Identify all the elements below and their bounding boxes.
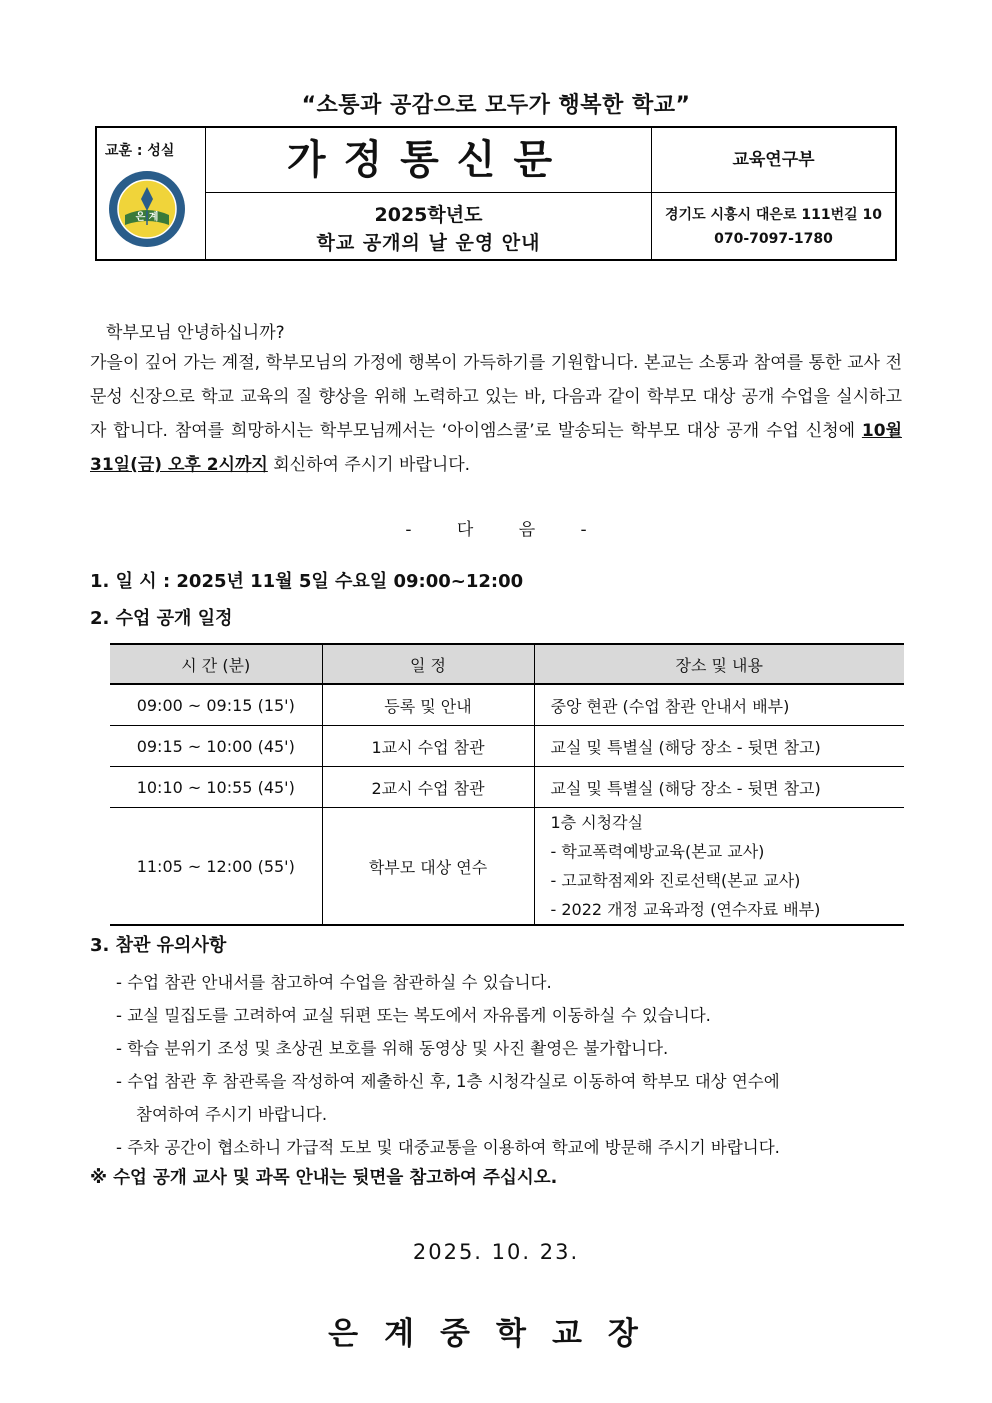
schedule-heading: 2. 수업 공개 일정 [90,608,233,629]
schedule-table [110,643,904,926]
event-datetime: 1. 일 시 : 2025년 11월 5일 수요일 09:00~12:00 [90,571,524,592]
school-motto-label: 교훈 : 성실 [105,143,175,159]
event-cell: 1교시 수업 참관 [322,726,534,767]
list-item: - 수업 참관 안내서를 참고하여 수업을 참관하실 수 있습니다. [116,973,552,992]
intro-text: 가을이 깊어 가는 계절, 학부모님의 가정에 행복이 가득하기를 기원합니다. 본교는 소통과 참여를 통한 교사 전문성 신장으로 학교 교육의 질 향상을 위해 노력하고 있는 바, 다음과 같이 학부모 대상 공개 수업을 실시하고자 합니다. 참여를 희망하시는 학부모님께서는 ‘아이엠스쿨’로 발송되는 학부모 대상 공개 수업 신청에 [90,353,902,441]
section-divider-label: - 다 음 - [405,520,587,540]
time-cell: 09:15 ~ 10:00 (45') [110,726,322,767]
time-cell: 09:00 ~ 09:15 (15') [110,684,322,726]
subtitle-topic: 학교 공개의 날 운영 안내 [316,232,541,254]
school-phone: 070-7097-1780 [714,231,833,247]
place-line: - 2022 개정 교육과정 (연수자료 배부) [550,900,821,919]
time-cell: 11:05 ~ 12:00 (55') [110,808,322,926]
list-item: - 수업 참관 후 참관록을 작성하여 제출하신 후, 1층 시청각실로 이동하여 학부모 대상 연수에 [116,1072,780,1091]
place-line: 1층 시청각실 [550,813,644,832]
school-address: 경기도 시흥시 대은로 111번길 10 [665,207,882,223]
intro-paragraph [90,346,902,482]
place-cell: 중앙 현관 (수업 참관 안내서 배부) [534,684,904,726]
place-line: - 학교폭력예방교육(본교 교사) [550,842,765,861]
notes-list [116,966,904,1164]
divider [205,192,895,193]
list-item: - 주차 공간이 협소하니 가급적 도보 및 대중교통을 이용하여 학교에 방문해 주시기 바랍니다. [116,1138,780,1157]
list-item: - 교실 밀집도를 고려하여 교실 뒤편 또는 복도에서 자유롭게 이동하실 수 있습니다. [116,1006,711,1025]
seal-text: 은 계 [135,212,159,223]
reference-note: ※ 수업 공개 교사 및 과목 안내는 뒷면을 참고하여 주십시오. [90,1168,558,1188]
column-header: 장소 및 내용 [534,644,904,684]
column-header: 시 간 (분) [110,644,322,684]
intro-text-end: 회신하여 주시기 바랍니다. [267,455,471,475]
place-cell: 교실 및 특별실 (해당 장소 - 뒷면 참고) [534,726,904,767]
notes-heading: 3. 참관 유의사항 [90,935,227,956]
subtitle-year: 2025학년도 [374,204,483,226]
newsletter-header [95,126,897,261]
table-header-row [110,644,904,684]
department-name: 교육연구부 [732,150,815,170]
list-item: - 학습 분위기 조성 및 초상권 보호를 위해 동영상 및 사진 촬영은 불가합니다. [116,1039,669,1058]
event-cell: 2교시 수업 참관 [322,767,534,808]
table-row [110,808,904,926]
school-motto-banner: “소통과 공감으로 모두가 행복한 학교” [301,93,691,118]
event-cell: 등록 및 안내 [322,684,534,726]
greeting: 학부모님 안녕하십니까? [106,323,285,343]
event-cell: 학부모 대상 연수 [322,808,534,926]
place-cell: 교실 및 특별실 (해당 장소 - 뒷면 참고) [534,767,904,808]
column-header: 일 정 [322,644,534,684]
reply-deadline: 10월 31일(금) 오후 2시까지 [90,421,902,475]
school-seal-icon [107,169,187,249]
principal-signature: 은계중학교장 [328,1316,664,1352]
issue-date: 2025. 10. 23. [412,1240,580,1264]
table-row [110,684,904,726]
table-row [110,767,904,808]
time-cell: 10:10 ~ 10:55 (45') [110,767,322,808]
place-line: - 고교학점제와 진로선택(본교 교사) [550,871,801,890]
place-cell [534,808,904,926]
newsletter-title: 가정통신문 [286,137,571,183]
list-item-continuation: 참여하여 주시기 바랍니다. [136,1105,328,1124]
table-row [110,726,904,767]
